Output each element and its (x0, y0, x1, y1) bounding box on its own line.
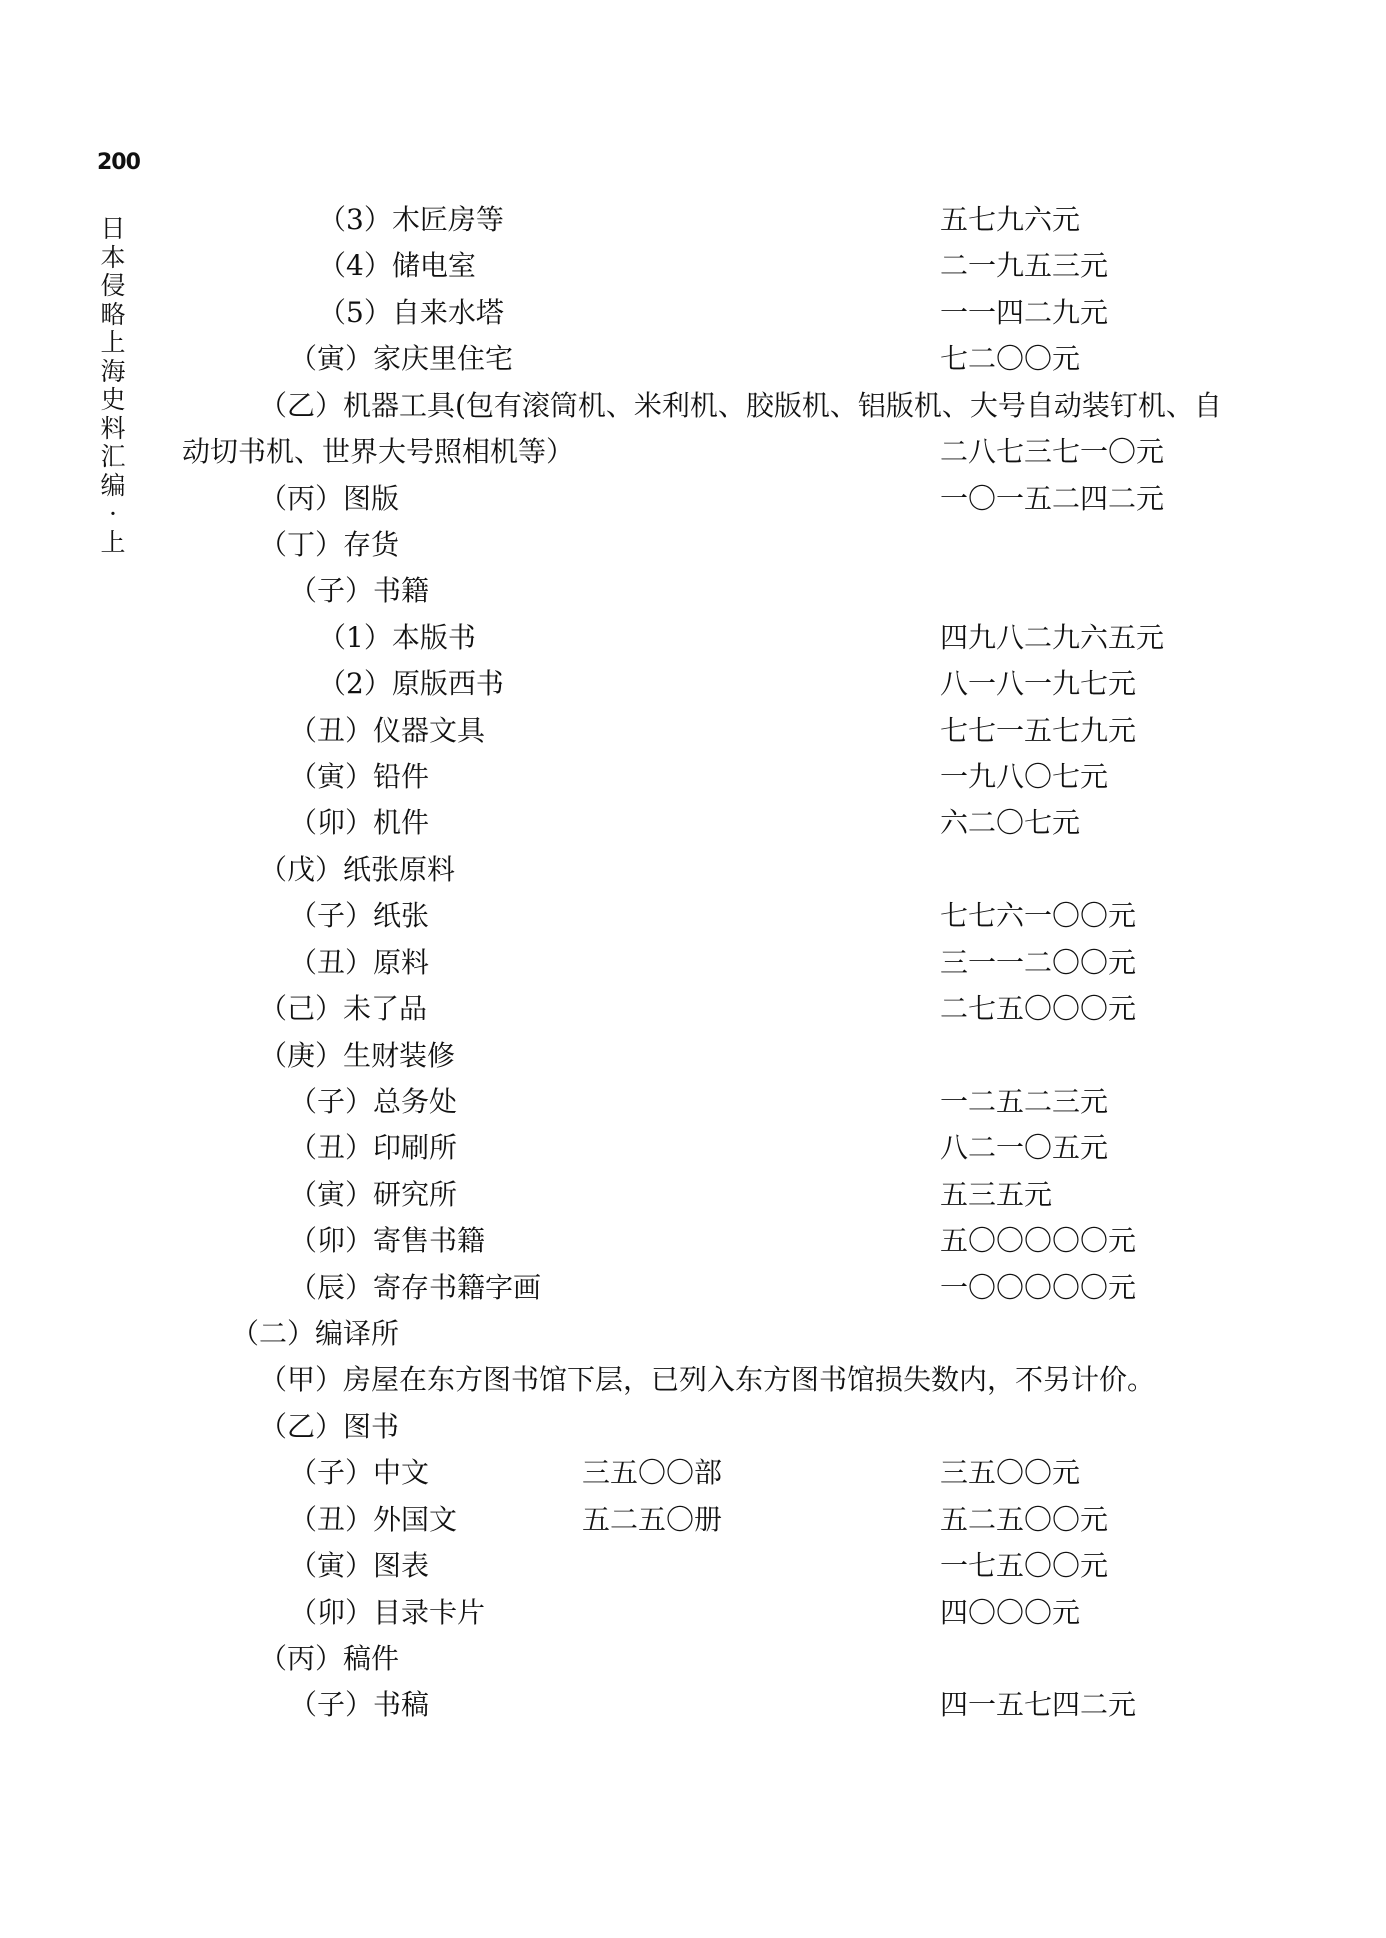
item-amount-2: 一一四二九元 (940, 296, 1109, 329)
item-amount-22: 五〇〇〇〇〇元 (940, 1224, 1137, 1257)
item-amount-5: 二八七三七一〇元 (940, 435, 1165, 468)
item-line-23: （辰）寄存书籍字画 (289, 1271, 542, 1304)
item-amount-17: 二七五〇〇〇元 (940, 992, 1137, 1025)
item-amount-16: 三一一二〇〇元 (940, 946, 1137, 979)
item-amount-9: 四九八二九六五元 (940, 621, 1165, 654)
item-line-10: （2）原版西书 (318, 667, 504, 700)
item-qty-27: 三五〇〇部 (582, 1456, 723, 1489)
item-amount-3: 七二〇〇元 (940, 342, 1081, 375)
item-amount-32: 四一五七四二元 (940, 1688, 1137, 1721)
item-amount-29: 一七五〇〇元 (940, 1549, 1109, 1582)
item-amount-20: 八二一〇五元 (940, 1131, 1109, 1164)
item-line-25: （甲）房屋在东方图书馆下层，已列入东方图书馆损失数内，不另计价。 (259, 1363, 1156, 1396)
item-amount-19: 一二五二三元 (940, 1085, 1109, 1118)
side-book-title: 日本侵略上海史料汇编·上 (100, 214, 126, 557)
item-line-19: （子）总务处 (289, 1085, 458, 1118)
item-line-7: （丁）存货 (259, 528, 400, 561)
item-amount-6: 一〇一五二四二元 (940, 482, 1165, 515)
item-line-2: （5）自来水塔 (318, 296, 504, 329)
item-line-0: （3）木匠房等 (318, 203, 504, 236)
item-line-26: （乙）图书 (259, 1410, 400, 1443)
item-line-14: （戊）纸张原料 (259, 853, 456, 886)
item-line-1: （4）储电室 (318, 249, 476, 282)
item-line-24: （二）编译所 (231, 1317, 400, 1350)
item-amount-10: 八一八一九七元 (940, 667, 1137, 700)
item-line-9: （1）本版书 (318, 621, 476, 654)
item-line-32: （子）书稿 (289, 1688, 430, 1721)
item-line-15: （子）纸张 (289, 899, 430, 932)
item-line-17: （己）未了品 (259, 992, 428, 1025)
item-line-12: （寅）铅件 (289, 760, 430, 793)
item-line-18: （庚）生财装修 (259, 1039, 456, 1072)
item-line-13: （卯）机件 (289, 806, 430, 839)
item-line-21: （寅）研究所 (289, 1178, 458, 1211)
item-line-29: （寅）图表 (289, 1549, 430, 1582)
item-line-22: （卯）寄售书籍 (289, 1224, 486, 1257)
item-amount-1: 二一九五三元 (940, 249, 1109, 282)
item-amount-28: 五二五〇〇元 (940, 1503, 1109, 1536)
item-line-11: （丑）仪器文具 (289, 714, 486, 747)
item-line-31: （丙）稿件 (259, 1642, 400, 1675)
item-amount-0: 五七九六元 (940, 203, 1081, 236)
item-line-8: （子）书籍 (289, 574, 430, 607)
item-line-27: （子）中文 (289, 1456, 430, 1489)
item-line-20: （丑）印刷所 (289, 1131, 458, 1164)
item-amount-27: 三五〇〇元 (940, 1456, 1081, 1489)
item-line-5: 动切书机、世界大号照相机等） (182, 435, 575, 468)
page-number: 200 (97, 150, 140, 175)
item-line-4: （乙）机器工具(包有滚筒机、米利机、胶版机、铝版机、大号自动装钉机、自 (259, 389, 1222, 422)
item-line-16: （丑）原料 (289, 946, 430, 979)
item-amount-13: 六二〇七元 (940, 806, 1081, 839)
item-qty-28: 五二五〇册 (582, 1503, 723, 1536)
item-amount-15: 七七六一〇〇元 (940, 899, 1137, 932)
item-line-3: （寅）家庆里住宅 (289, 342, 514, 375)
item-amount-23: 一〇〇〇〇〇元 (940, 1271, 1137, 1304)
item-line-28: （丑）外国文 (289, 1503, 458, 1536)
item-line-30: （卯）目录卡片 (289, 1596, 486, 1629)
item-amount-21: 五三五元 (940, 1178, 1053, 1211)
item-amount-30: 四〇〇〇元 (940, 1596, 1081, 1629)
item-amount-12: 一九八〇七元 (940, 760, 1109, 793)
item-amount-11: 七七一五七九元 (940, 714, 1137, 747)
item-line-6: （丙）图版 (259, 482, 400, 515)
